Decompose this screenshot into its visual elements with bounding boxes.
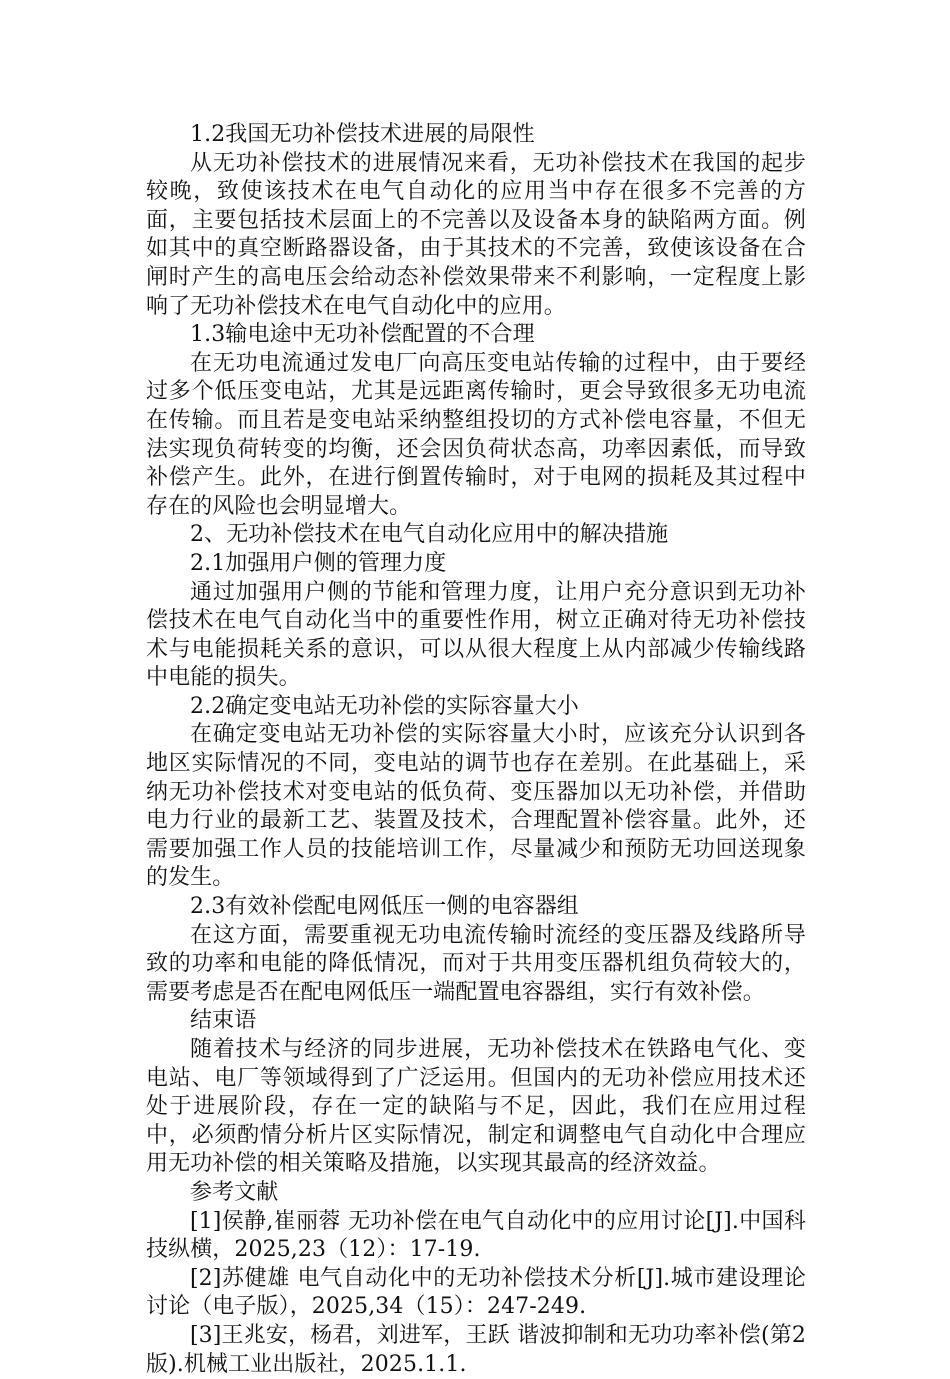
paragraph-1-3: 在无功电流通过发电厂向高压变电站传输的过程中，由于要经过多个低压变电站，尤其是远距离传输时，更会导致很多无功电流在传输。而且若是变电站采纳整组投切的方式补偿电容量，不但无法实现负荷转变的均衡，还会因负荷状态高，功率因素低，而导致补偿产生。此外，在进行倒置传输时，对于电网的损耗及其过程中存在的风险也会明显增大。 xyxy=(146,350,806,519)
section-heading-2: 2、无功补偿技术在电气自动化应用中的解决措施 xyxy=(190,522,669,548)
section-heading-2-2: 2.2确定变电站无功补偿的实际容量大小 xyxy=(190,693,579,719)
section-heading-2-1: 2.1加强用户侧的管理力度 xyxy=(190,550,447,576)
section-heading-1-3: 1.3输电途中无功补偿配置的不合理 xyxy=(190,322,535,348)
section-heading-1-2: 1.2我国无功补偿技术进展的局限性 xyxy=(190,122,535,147)
section-heading-2-3: 2.3有效补偿配电网低压一侧的电容器组 xyxy=(190,894,579,920)
paragraph-2-3: 在这方面，需要重视无功电流传输时流经的变压器及线路所导致的功率和电能的降低情况，而对于共用变压器机组负荷较大的，需要考虑是否在配电网低压一端配置电容器组，实行有效补偿。 xyxy=(146,922,806,1005)
reference-item-1: [1]侯静,崔丽蓉 无功补偿在电气自动化中的应用讨论[J].中国科技纵横，2025,23（12）：17-19. xyxy=(146,1208,806,1263)
reference-item-3: [3]王兆安，杨君，刘进军，王跃 谐波抑制和无功功率补偿(第2版).机械工业出版社，2025.1.1. xyxy=(146,1322,806,1377)
document-page xyxy=(146,121,806,1379)
conclusion-heading: 结束语 xyxy=(190,1008,257,1034)
paragraph-2-2: 在确定变电站无功补偿的实际容量大小时，应该充分认识到各地区实际情况的不同，变电站的调节也存在差别。在此基础上，采纳无功补偿技术对变电站的低负荷、变压器加以无功补偿，并借助电力行业的最新工艺、装置及技术，合理配置补偿容量。此外，还需要加强工作人员的技能培训工作，尽量减少和预防无功回送现象的发生。 xyxy=(146,722,806,891)
paragraph-2-1: 通过加强用户侧的节能和管理力度，让用户充分意识到无功补偿技术在电气自动化当中的重要性作用，树立正确对待无功补偿技术与电能损耗关系的意识，可以从很大程度上从内部减少传输线路中电能的损失。 xyxy=(146,579,806,691)
conclusion-paragraph: 随着技术与经济的同步进展，无功补偿技术在铁路电气化、变电站、电厂等领域得到了广泛运用。但国内的无功补偿应用技术还处于进展阶段，存在一定的缺陷与不足，因此，我们在应用过程中，必须酌情分析片区实际情况，制定和调整电气自动化中合理应用无功补偿的相关策略及措施，以实现其最高的经济效益。 xyxy=(146,1037,806,1177)
paragraph-1-2: 从无功补偿技术的进展情况来看，无功补偿技术在我国的起步较晚，致使该技术在电气自动化的应用当中存在很多不完善的方面，主要包括技术层面上的不完善以及设备本身的缺陷两方面。例如其中的真空断路器设备，由于其技术的不完善，致使该设备在合闸时产生的高电压会给动态补偿效果带来不利影响，一定程度上影响了无功补偿技术在电气自动化中的应用。 xyxy=(146,150,806,319)
reference-item-2: [2]苏健雄 电气自动化中的无功补偿技术分析[J].城市建设理论讨论（电子版），2025,34（15）：247-249. xyxy=(146,1265,806,1320)
references-heading: 参考文献 xyxy=(190,1179,279,1205)
